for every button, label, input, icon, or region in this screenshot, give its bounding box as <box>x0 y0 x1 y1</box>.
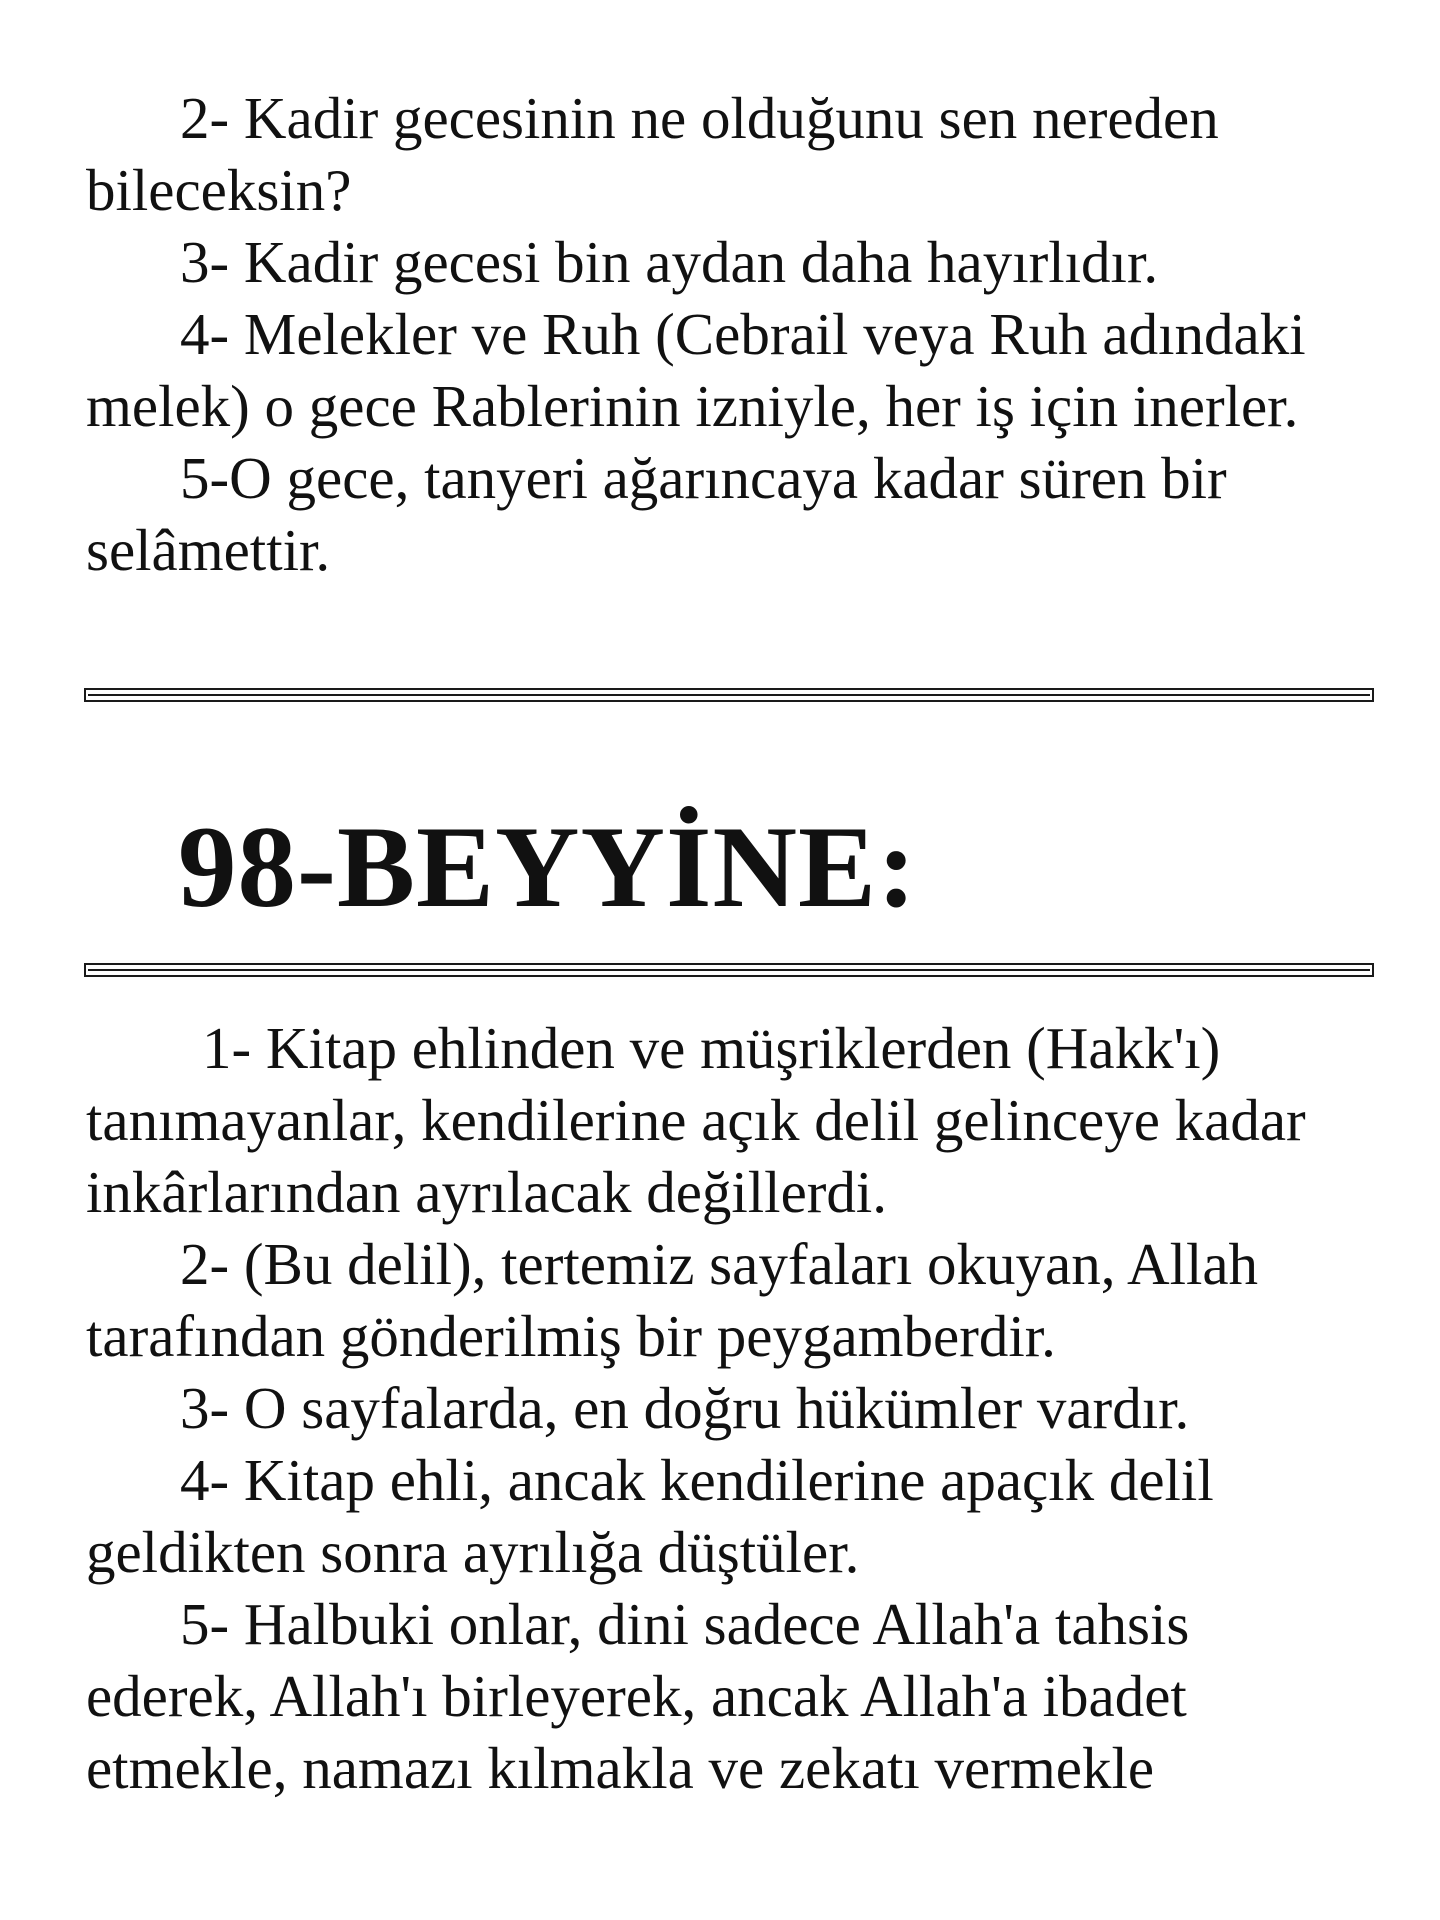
verse-5: 5- Halbuki onlar, dini sadece Allah'a tahsis ederek, Allah'ı birleyerek, ancak Allah'a ibadet etmekle, namazı kılmakla ve zekatı vermekle <box>86 1591 1190 1801</box>
verse-3: 3- Kadir gecesi bin aydan daha hayırlıdır. <box>180 229 1159 295</box>
verse-2: 2- (Bu delil), tertemiz sayfaları okuyan, Allah tarafından gönderilmiş bir peygamberdir. <box>86 1231 1259 1369</box>
previous-sura-verses <box>86 82 1376 586</box>
beyyine-sura-verses <box>86 1012 1376 1804</box>
verse-4: 4- Kitap ehli, ancak kendilerine apaçık delil geldikten sonra ayrılığa düştüler. <box>86 1447 1214 1585</box>
verse-5: 5-O gece, tanyeri ağarıncaya kadar süren bir selâmettir. <box>86 445 1227 583</box>
double-rule-divider-bottom <box>84 963 1374 977</box>
verse-3: 3- O sayfalarda, en doğru hükümler vardır. <box>180 1375 1190 1441</box>
double-rule-divider-top <box>84 688 1374 702</box>
sura-heading: 98-BEYYİNE: <box>178 803 918 932</box>
verse-2: 2- Kadir gecesinin ne olduğunu sen nereden bileceksin? <box>86 85 1219 223</box>
verse-1: 1- Kitap ehlinden ve müşriklerden (Hakk'ı) tanımayanlar, kendilerine açık delil gelinceye kadar inkârlarından ayrılacak değillerdi. <box>86 1015 1306 1225</box>
verse-4: 4- Melekler ve Ruh (Cebrail veya Ruh adındaki melek) o gece Rablerinin izniyle, her iş için inerler. <box>86 301 1306 439</box>
